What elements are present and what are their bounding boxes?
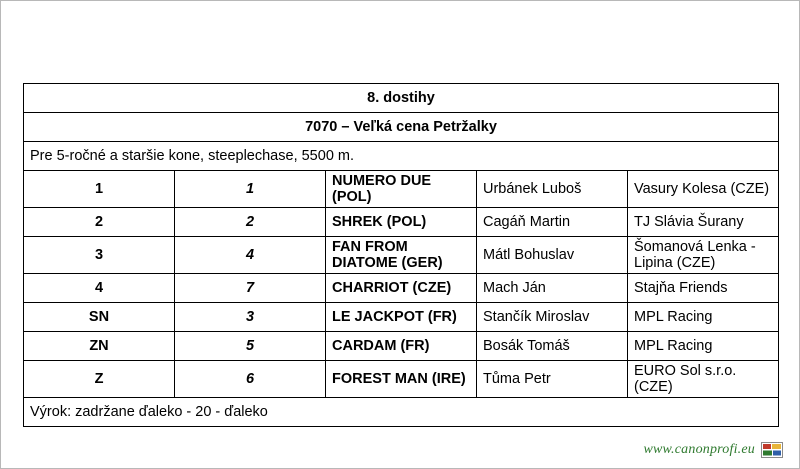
row-horse: SHREK (POL) — [326, 208, 477, 237]
row-number: 4 — [175, 237, 326, 274]
row-number: 3 — [175, 303, 326, 332]
row-place: SN — [24, 303, 175, 332]
table-row — [24, 171, 779, 208]
row-horse: LE JACKPOT (FR) — [326, 303, 477, 332]
row-number: 6 — [175, 361, 326, 398]
row-owner: Vasury Kolesa (CZE) — [628, 171, 779, 208]
row-jockey: Urbánek Luboš — [477, 171, 628, 208]
table-body — [24, 84, 779, 427]
row-jockey: Cagáň Martin — [477, 208, 628, 237]
row-place: Z — [24, 361, 175, 398]
row-horse: CHARRIOT (CZE) — [326, 274, 477, 303]
row-number: 1 — [175, 171, 326, 208]
table-row — [24, 208, 779, 237]
table-row — [24, 303, 779, 332]
watermark-text: www.canonprofi.eu — [643, 442, 755, 457]
race-subtitle: 7070 – Veľká cena Petržalky — [24, 113, 779, 142]
row-jockey: Stančík Miroslav — [477, 303, 628, 332]
row-horse: FAN FROM DIATOME (GER) — [326, 237, 477, 274]
race-title: 8. dostihy — [24, 84, 779, 113]
row-horse: NUMERO DUE (POL) — [326, 171, 477, 208]
race-conditions: Pre 5-ročné a staršie kone, steeplechase, 5500 m. — [24, 142, 779, 171]
watermark — [643, 442, 783, 458]
table-note-row — [24, 398, 779, 427]
row-number: 7 — [175, 274, 326, 303]
row-owner: Stajňa Friends — [628, 274, 779, 303]
table-subtitle-row — [24, 113, 779, 142]
row-jockey: Mach Ján — [477, 274, 628, 303]
row-horse: CARDAM (FR) — [326, 332, 477, 361]
table-conditions-row — [24, 142, 779, 171]
row-owner: MPL Racing — [628, 303, 779, 332]
row-jockey: Bosák Tomáš — [477, 332, 628, 361]
table-title-row — [24, 84, 779, 113]
row-place: 2 — [24, 208, 175, 237]
row-owner: Šomanová Lenka - Lipina (CZE) — [628, 237, 779, 274]
table-row — [24, 361, 779, 398]
row-horse: FOREST MAN (IRE) — [326, 361, 477, 398]
row-owner: MPL Racing — [628, 332, 779, 361]
race-results-table — [23, 83, 779, 427]
row-place: 1 — [24, 171, 175, 208]
row-owner: TJ Slávia Šurany — [628, 208, 779, 237]
table-row — [24, 332, 779, 361]
row-number: 2 — [175, 208, 326, 237]
race-note: Výrok: zadržane ďaleko - 20 - ďaleko — [24, 398, 779, 427]
table-row — [24, 274, 779, 303]
row-place: 4 — [24, 274, 175, 303]
row-place: 3 — [24, 237, 175, 274]
row-jockey: Tůma Petr — [477, 361, 628, 398]
row-number: 5 — [175, 332, 326, 361]
table-row — [24, 237, 779, 274]
row-owner: EURO Sol s.r.o. (CZE) — [628, 361, 779, 398]
row-place: ZN — [24, 332, 175, 361]
canon-logo-icon — [761, 442, 783, 458]
race-result-sheet — [23, 83, 779, 427]
row-jockey: Mátl Bohuslav — [477, 237, 628, 274]
